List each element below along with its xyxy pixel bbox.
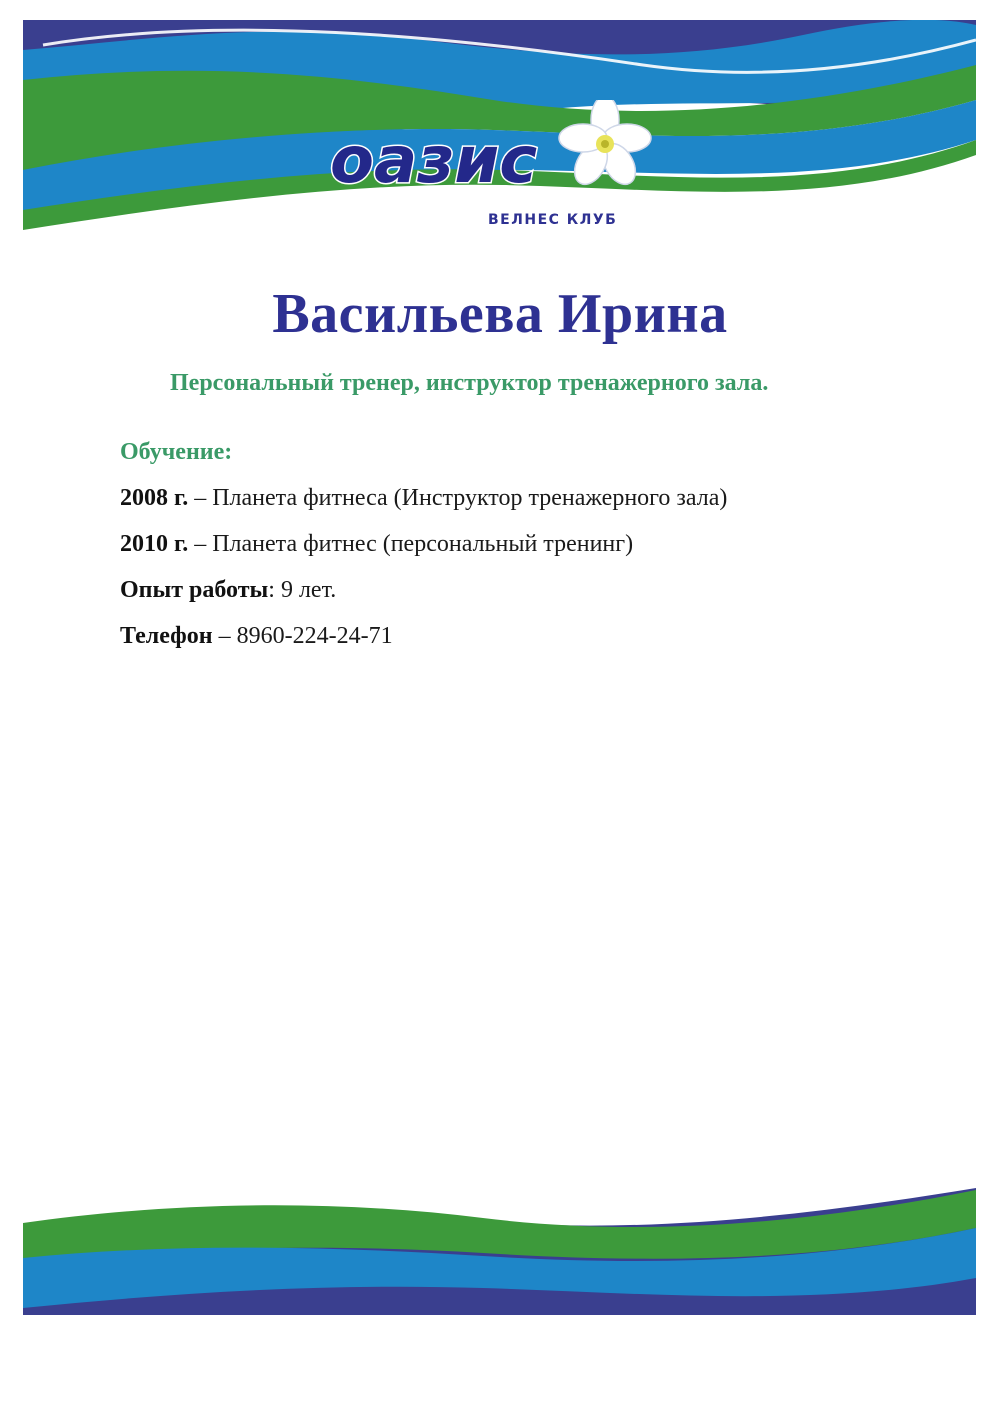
footer-wave-banner xyxy=(23,1168,976,1315)
flower-icon xyxy=(559,100,651,190)
person-role: Персональный тренер, инструктор тренажерного зала. xyxy=(170,370,769,396)
experience-label: Опыт работы xyxy=(120,577,269,603)
logo-tagline: ВЕЛНЕС КЛУБ xyxy=(488,212,618,228)
oasis-logo xyxy=(320,100,680,240)
education-item xyxy=(120,482,940,528)
footer-waves-graphic xyxy=(23,1168,976,1315)
education-separator: – xyxy=(188,485,213,511)
person-name: Васильева Ирина xyxy=(272,283,728,345)
education-text: Планета фитнеса (Инструктор тренажерного зала) xyxy=(212,485,728,511)
logo-wordmark: оазис xyxy=(330,124,538,198)
profile-content xyxy=(120,436,940,666)
education-year: 2008 г. xyxy=(120,485,189,511)
education-text: Планета фитнес (персональный тренинг) xyxy=(212,531,634,557)
experience-value: 9 лет. xyxy=(280,577,337,603)
education-item xyxy=(120,528,940,574)
education-separator: – xyxy=(188,531,213,557)
phone-separator: – xyxy=(212,623,237,649)
phone-value: 8960-224-24-71 xyxy=(236,623,393,649)
education-year: 2010 г. xyxy=(120,531,189,557)
experience-line xyxy=(120,574,940,620)
phone-line xyxy=(120,620,940,666)
education-heading: Обучение: xyxy=(120,439,233,465)
experience-separator: : xyxy=(268,577,281,603)
oasis-logo-graphic xyxy=(320,100,680,240)
phone-label: Телефон xyxy=(120,623,213,649)
